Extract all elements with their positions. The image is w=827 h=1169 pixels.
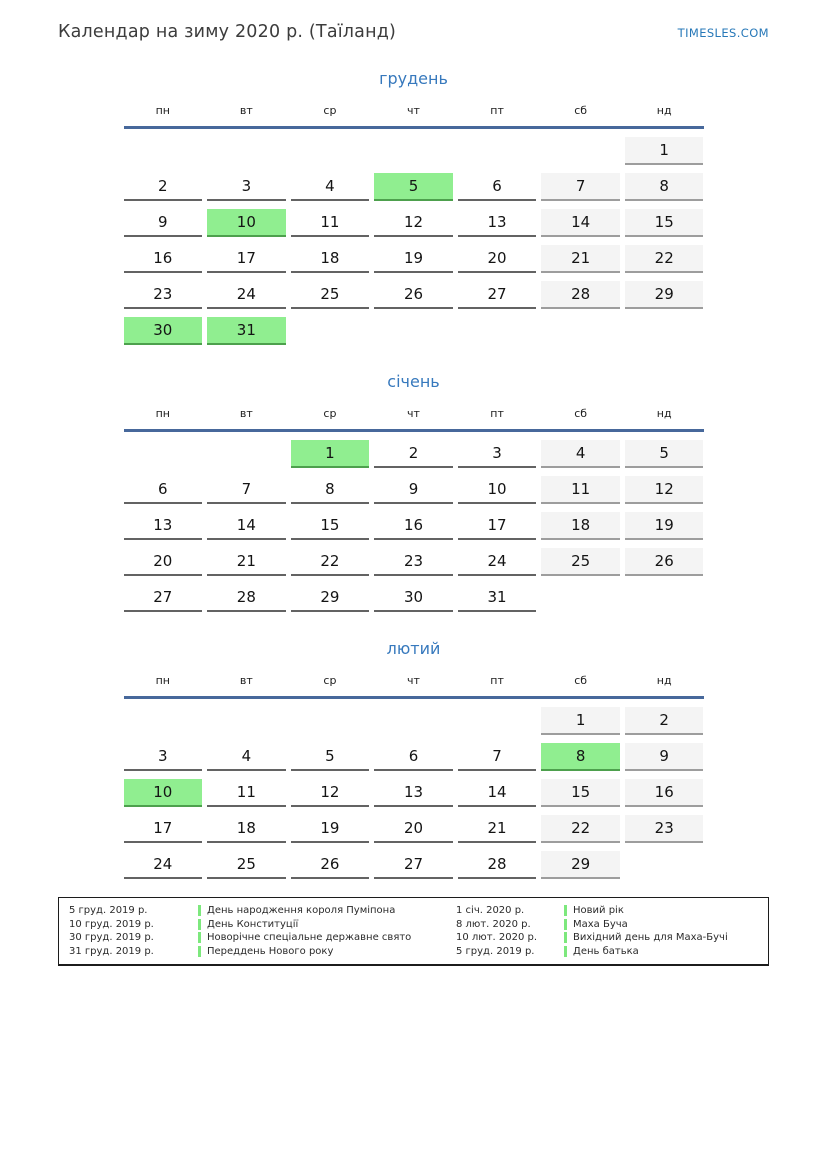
weekday-label: ср — [323, 407, 337, 420]
weekend-day-cell: 22 — [625, 245, 704, 273]
day-cell: 6 — [374, 743, 453, 771]
week-row — [124, 584, 704, 612]
weekend-day-cell: 2 — [625, 707, 704, 735]
week-row — [124, 209, 704, 237]
holiday-day-cell: 8 — [541, 743, 620, 771]
weekday-label: чт — [407, 674, 420, 687]
page-header — [0, 0, 827, 42]
legend-holiday-name: День батька — [573, 945, 639, 957]
site-link[interactable]: TIMESLES.COM — [677, 26, 769, 40]
legend-entry — [564, 905, 768, 916]
legend-holiday-name: День народження короля Пуміпона — [207, 905, 396, 916]
legend-entry — [564, 919, 768, 930]
weekday-label: вт — [239, 407, 253, 420]
weekend-day-cell: 23 — [625, 815, 704, 843]
week-row — [124, 245, 704, 273]
week-row — [124, 815, 704, 843]
day-cell: 27 — [124, 584, 203, 612]
holiday-marker-bar — [564, 946, 567, 957]
legend-holiday-name: Новий рік — [573, 905, 624, 916]
week-row — [124, 476, 704, 504]
empty-cell — [541, 137, 620, 165]
legend-entry — [198, 919, 456, 930]
weekday-label: пт — [490, 674, 504, 687]
empty-cell — [458, 317, 537, 345]
empty-cell — [625, 851, 704, 879]
day-cell: 16 — [124, 245, 203, 273]
day-cell: 13 — [124, 512, 203, 540]
weekend-day-cell: 14 — [541, 209, 620, 237]
weekday-header-row — [124, 674, 704, 699]
week-row — [124, 137, 704, 165]
day-cell: 3 — [458, 440, 537, 468]
holiday-marker-bar — [198, 946, 201, 957]
month-liutyi — [124, 639, 704, 879]
legend-date: 5 груд. 2019 р. — [456, 945, 535, 957]
weekend-day-cell: 26 — [625, 548, 704, 576]
day-cell: 21 — [458, 815, 537, 843]
month-hruden — [124, 69, 704, 345]
holiday-day-cell: 30 — [124, 317, 203, 345]
day-cell: 27 — [374, 851, 453, 879]
legend-date: 8 лют. 2020 р. — [456, 918, 531, 930]
month-title: грудень — [379, 69, 448, 88]
holiday-day-cell: 5 — [374, 173, 453, 201]
holiday-marker-bar — [198, 905, 201, 916]
weekend-day-cell: 7 — [541, 173, 620, 201]
empty-cell — [374, 137, 453, 165]
holiday-day-cell: 31 — [207, 317, 286, 345]
legend-date: 10 груд. 2019 р. — [69, 918, 154, 930]
day-cell: 23 — [124, 281, 203, 309]
legend-entry — [198, 946, 456, 957]
day-cell: 16 — [374, 512, 453, 540]
legend-entry — [198, 905, 456, 916]
day-cell: 4 — [291, 173, 370, 201]
weekend-day-cell: 16 — [625, 779, 704, 807]
legend-holiday-name: Маха Буча — [573, 918, 628, 930]
weekend-day-cell: 18 — [541, 512, 620, 540]
week-row — [124, 317, 704, 345]
day-cell: 31 — [458, 584, 537, 612]
empty-cell — [541, 584, 620, 612]
empty-cell — [458, 137, 537, 165]
week-row — [124, 707, 704, 735]
legend-holiday-name: Вихідний день для Маха-Бучі — [573, 932, 728, 943]
weekend-day-cell: 1 — [541, 707, 620, 735]
day-cell: 24 — [458, 548, 537, 576]
day-cell: 17 — [207, 245, 286, 273]
day-cell: 7 — [207, 476, 286, 504]
day-cell: 2 — [374, 440, 453, 468]
day-cell: 20 — [458, 245, 537, 273]
holiday-legend — [58, 897, 769, 966]
legend-date: 10 лют. 2020 р. — [456, 932, 538, 943]
day-cell: 20 — [374, 815, 453, 843]
legend-entry — [198, 932, 456, 943]
empty-cell — [124, 440, 203, 468]
weekday-label: пн — [155, 104, 170, 117]
legend-entry — [564, 932, 768, 943]
weekday-label: нд — [656, 674, 672, 687]
empty-cell — [291, 137, 370, 165]
week-row — [124, 743, 704, 771]
weekend-day-cell: 29 — [625, 281, 704, 309]
weekday-label: ср — [323, 104, 337, 117]
day-cell: 18 — [291, 245, 370, 273]
week-row — [124, 173, 704, 201]
page-title: Календар на зиму 2020 р. (Таїланд) — [58, 22, 397, 42]
day-cell: 14 — [458, 779, 537, 807]
month-title: лютий — [386, 639, 441, 658]
day-cell: 21 — [207, 548, 286, 576]
empty-cell — [374, 707, 453, 735]
legend-holiday-name: День Конституції — [207, 918, 299, 930]
weekday-label: чт — [407, 407, 420, 420]
week-row — [124, 281, 704, 309]
weekend-day-cell: 1 — [625, 137, 704, 165]
weekend-day-cell: 29 — [541, 851, 620, 879]
empty-cell — [625, 584, 704, 612]
month-title: січень — [387, 372, 440, 391]
weekday-label: сб — [574, 674, 588, 687]
week-row — [124, 440, 704, 468]
empty-cell — [458, 707, 537, 735]
legend-grid — [69, 905, 768, 957]
weekend-day-cell: 5 — [625, 440, 704, 468]
day-cell: 3 — [207, 173, 286, 201]
empty-cell — [124, 707, 203, 735]
week-row — [124, 548, 704, 576]
day-cell: 24 — [207, 281, 286, 309]
day-cell: 18 — [207, 815, 286, 843]
month-sichen — [124, 372, 704, 612]
day-cell: 9 — [374, 476, 453, 504]
day-cell: 27 — [458, 281, 537, 309]
legend-date: 31 груд. 2019 р. — [69, 945, 154, 957]
day-cell: 6 — [458, 173, 537, 201]
empty-cell — [625, 317, 704, 345]
day-cell: 12 — [374, 209, 453, 237]
day-cell: 28 — [458, 851, 537, 879]
day-cell: 24 — [124, 851, 203, 879]
weekend-day-cell: 28 — [541, 281, 620, 309]
months-container — [124, 69, 704, 879]
day-cell: 2 — [124, 173, 203, 201]
week-row — [124, 512, 704, 540]
empty-cell — [207, 707, 286, 735]
day-cell: 17 — [458, 512, 537, 540]
weekend-day-cell: 11 — [541, 476, 620, 504]
weekday-header-row — [124, 407, 704, 432]
day-cell: 3 — [124, 743, 203, 771]
day-cell: 12 — [291, 779, 370, 807]
day-cell: 13 — [458, 209, 537, 237]
empty-cell — [124, 137, 203, 165]
day-cell: 14 — [207, 512, 286, 540]
weekday-label: нд — [656, 104, 672, 117]
weekday-label: пн — [155, 674, 170, 687]
holiday-day-cell: 1 — [291, 440, 370, 468]
weekend-day-cell: 22 — [541, 815, 620, 843]
day-cell: 4 — [207, 743, 286, 771]
weekend-day-cell: 8 — [625, 173, 704, 201]
weekday-label: вт — [239, 674, 253, 687]
day-cell: 6 — [124, 476, 203, 504]
legend-holiday-name: Новорічне спеціальне державне свято — [207, 932, 412, 943]
weekday-header-row — [124, 104, 704, 129]
day-cell: 9 — [124, 209, 203, 237]
week-row — [124, 779, 704, 807]
legend-date: 5 груд. 2019 р. — [69, 905, 148, 916]
legend-date: 1 січ. 2020 р. — [456, 905, 525, 916]
day-cell: 8 — [291, 476, 370, 504]
day-cell: 20 — [124, 548, 203, 576]
weekend-day-cell: 19 — [625, 512, 704, 540]
day-cell: 11 — [291, 209, 370, 237]
day-cell: 26 — [374, 281, 453, 309]
day-cell: 29 — [291, 584, 370, 612]
day-cell: 11 — [207, 779, 286, 807]
weekend-day-cell: 4 — [541, 440, 620, 468]
weekday-label: сб — [574, 407, 588, 420]
empty-cell — [541, 317, 620, 345]
week-row — [124, 851, 704, 879]
weekend-day-cell: 25 — [541, 548, 620, 576]
holiday-marker-bar — [564, 919, 567, 930]
empty-cell — [207, 137, 286, 165]
weekday-label: ср — [323, 674, 337, 687]
day-cell: 28 — [207, 584, 286, 612]
weekend-day-cell: 15 — [541, 779, 620, 807]
legend-entry — [564, 946, 768, 957]
day-cell: 7 — [458, 743, 537, 771]
weekend-day-cell: 21 — [541, 245, 620, 273]
day-cell: 10 — [458, 476, 537, 504]
day-cell: 19 — [291, 815, 370, 843]
weekday-label: пт — [490, 104, 504, 117]
day-cell: 15 — [291, 512, 370, 540]
weekday-label: нд — [656, 407, 672, 420]
weekend-day-cell: 12 — [625, 476, 704, 504]
day-cell: 17 — [124, 815, 203, 843]
day-cell: 25 — [207, 851, 286, 879]
weekend-day-cell: 15 — [625, 209, 704, 237]
empty-cell — [291, 317, 370, 345]
empty-cell — [207, 440, 286, 468]
holiday-marker-bar — [198, 919, 201, 930]
day-cell: 13 — [374, 779, 453, 807]
holiday-marker-bar — [564, 932, 567, 943]
weekday-label: пн — [155, 407, 170, 420]
legend-date: 30 груд. 2019 р. — [69, 932, 154, 943]
weekday-label: чт — [407, 104, 420, 117]
weekday-label: пт — [490, 407, 504, 420]
holiday-marker-bar — [198, 932, 201, 943]
day-cell: 25 — [291, 281, 370, 309]
day-cell: 26 — [291, 851, 370, 879]
holiday-marker-bar — [564, 905, 567, 916]
day-cell: 5 — [291, 743, 370, 771]
day-cell: 30 — [374, 584, 453, 612]
day-cell: 22 — [291, 548, 370, 576]
holiday-day-cell: 10 — [124, 779, 203, 807]
weekend-day-cell: 9 — [625, 743, 704, 771]
day-cell: 23 — [374, 548, 453, 576]
weekday-label: сб — [574, 104, 588, 117]
holiday-day-cell: 10 — [207, 209, 286, 237]
empty-cell — [291, 707, 370, 735]
empty-cell — [374, 317, 453, 345]
legend-holiday-name: Переддень Нового року — [207, 945, 334, 957]
day-cell: 19 — [374, 245, 453, 273]
weekday-label: вт — [239, 104, 253, 117]
